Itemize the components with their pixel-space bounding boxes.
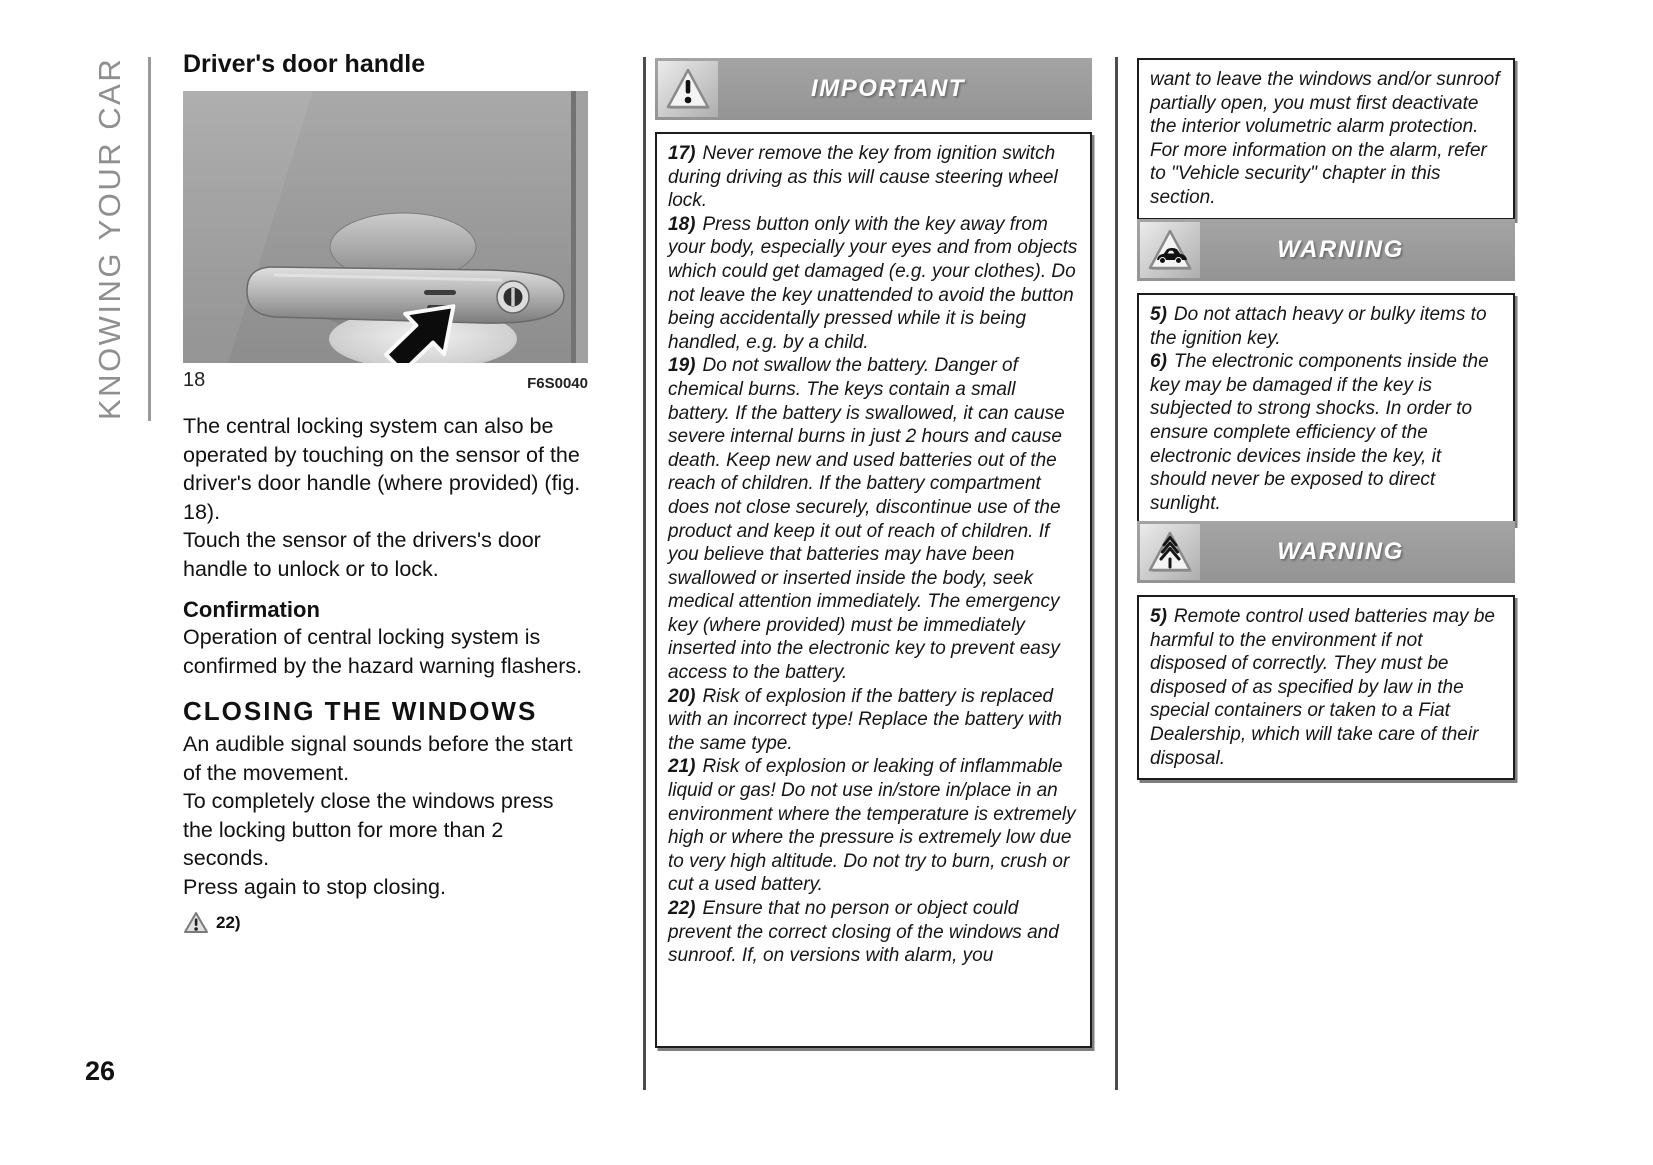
car-warning-triangle-icon	[1147, 227, 1193, 273]
page-number: 26	[85, 1056, 116, 1086]
left-column	[183, 50, 588, 934]
warning-text-box-batteries	[1137, 595, 1515, 780]
sensor-line-1	[424, 290, 456, 295]
warning-banner-title: WARNING	[1277, 538, 1404, 565]
warning-item	[1150, 350, 1501, 515]
item-number: 19)	[668, 355, 696, 377]
warning-icon-tile	[1140, 222, 1200, 278]
note-number: 22)	[216, 912, 241, 932]
item-number: 18)	[668, 213, 696, 235]
paragraph-audible-signal: An audible signal sounds before the start of the movement.	[183, 732, 573, 785]
warning-banner-environment	[1137, 521, 1515, 583]
page-title: Driver's door handle	[183, 50, 426, 78]
warning-item	[1150, 605, 1501, 770]
sidebar-section-label: KNOWING YOUR CAR	[92, 56, 127, 420]
tree-warning-triangle-icon	[1147, 529, 1193, 575]
paragraph-central-locking: The central locking system can also be operated by touching on the sensor of the driver's door handle (where provided) (fig. 18).	[183, 414, 581, 524]
item-number: 17)	[668, 143, 696, 164]
item-number: 5)	[1150, 304, 1167, 325]
item-text: Risk of explosion if the battery is replaced with an incorrect type! Replace the battery with the same type.	[668, 685, 1062, 754]
item-number: 6)	[1150, 351, 1167, 373]
warning-banner-driving	[1137, 219, 1515, 281]
paragraph-confirmation: Operation of central locking system is confirmed by the hazard warning flashers.	[183, 625, 583, 678]
figure-code: F6S0040	[527, 375, 588, 392]
important-icon-tile	[658, 61, 718, 117]
important-item	[668, 685, 1078, 756]
exclamation-warning-triangle-icon	[665, 66, 711, 112]
important-item	[668, 755, 1078, 897]
left-body-text	[183, 412, 588, 934]
closing-windows-heading: CLOSING THE WINDOWS	[183, 696, 538, 726]
note-warning-triangle-icon	[183, 911, 209, 934]
item-number: 21)	[668, 756, 696, 778]
important-banner	[655, 58, 1092, 120]
important-item	[668, 142, 1078, 213]
door-handle-photo	[183, 91, 588, 363]
door-edge	[576, 91, 588, 363]
important-item	[668, 897, 1078, 968]
important-item	[668, 213, 1078, 355]
item-number: 20)	[668, 685, 696, 707]
lock-slot	[511, 288, 514, 306]
item-text: The electronic components inside the key may be damaged if the key is subjected to strong shocks. In order to ensure complete efficiency of the electronic devices inside the key, it should never be exposed to direct sunlight.	[1150, 351, 1489, 514]
item-number: 5)	[1150, 606, 1167, 627]
item-text: Never remove the key from ignition switch during driving as this will cause steering wheel lock.	[668, 143, 1058, 212]
item-text: Press button only with the key away from your body, especially your eyes and from objects which could get damaged (e.g. your clothes). Do not leave the key unattended to avoid the button being accidentally pressed while it is being handled, e.g. by a child.	[668, 213, 1078, 353]
column-separator-left	[643, 57, 646, 1090]
warning-banner-title: WARNING	[1277, 236, 1404, 263]
figure-number: 18	[183, 369, 206, 391]
confirmation-heading: Confirmation	[183, 597, 320, 622]
note-reference	[183, 911, 588, 934]
warning-icon-tile	[1140, 524, 1200, 580]
warning-item	[1150, 303, 1501, 350]
sidebar-divider	[148, 57, 151, 421]
item-number: 22)	[668, 898, 696, 919]
item-text: Risk of explosion or leaking of inflammable liquid or gas! Do not use in/store in/place in an environment where the temperature is extremely high or where the pressure is extremely low due to very high altitude. Do not try to burn, crush or cut a used battery.	[668, 756, 1076, 896]
paragraph-touch-sensor: Touch the sensor of the drivers's door handle to unlock or to lock.	[183, 528, 541, 581]
figure-caption	[183, 369, 588, 392]
item-text: Do not swallow the battery. Danger of chemical burns. The keys contain a small battery. If the battery is swallowed, it can cause severe internal burns in just 2 hours and cause death. Keep new and used batteries out of the reach of children. If the battery compartment does not close securely, discontinue use of the product and keep it out of reach of children. If you believe that batteries may have been swallowed or inserted inside the body, seek medical attention immediately. The emergency key (where provided) must be immediately inserted into the electronic key to prevent easy access to the battery.	[668, 355, 1065, 684]
continuation-text: want to leave the windows and/or sunroof partially open, you must first deactivate the interior volumetric alarm protection. For more information on the alarm, refer to "Vehicle security" chapter in this section.	[1150, 69, 1500, 208]
paragraph-close-windows: To completely close the windows press the locking button for more than 2 seconds.	[183, 789, 554, 870]
important-text-box	[655, 132, 1092, 1048]
door-seam	[571, 91, 576, 363]
item-text: Remote control used batteries may be harmful to the environment if not disposed of correctly. They must be disposed of as specified by law in the special containers or taken to a Fiat Dealership, which will take care of their disposal.	[1150, 606, 1495, 769]
paragraph-press-again: Press again to stop closing.	[183, 874, 446, 899]
continuation-text-box	[1137, 58, 1515, 220]
item-text: Ensure that no person or object could prevent the correct closing of the windows and sunroof. If, on versions with alarm, you	[668, 898, 1059, 967]
important-banner-title: IMPORTANT	[811, 75, 965, 102]
important-item	[668, 354, 1078, 684]
door-handle-figure	[183, 91, 588, 392]
warning-text-box-keys	[1137, 293, 1515, 525]
column-separator-right	[1115, 57, 1118, 1090]
item-text: Do not attach heavy or bulky items to the ignition key.	[1150, 304, 1487, 349]
